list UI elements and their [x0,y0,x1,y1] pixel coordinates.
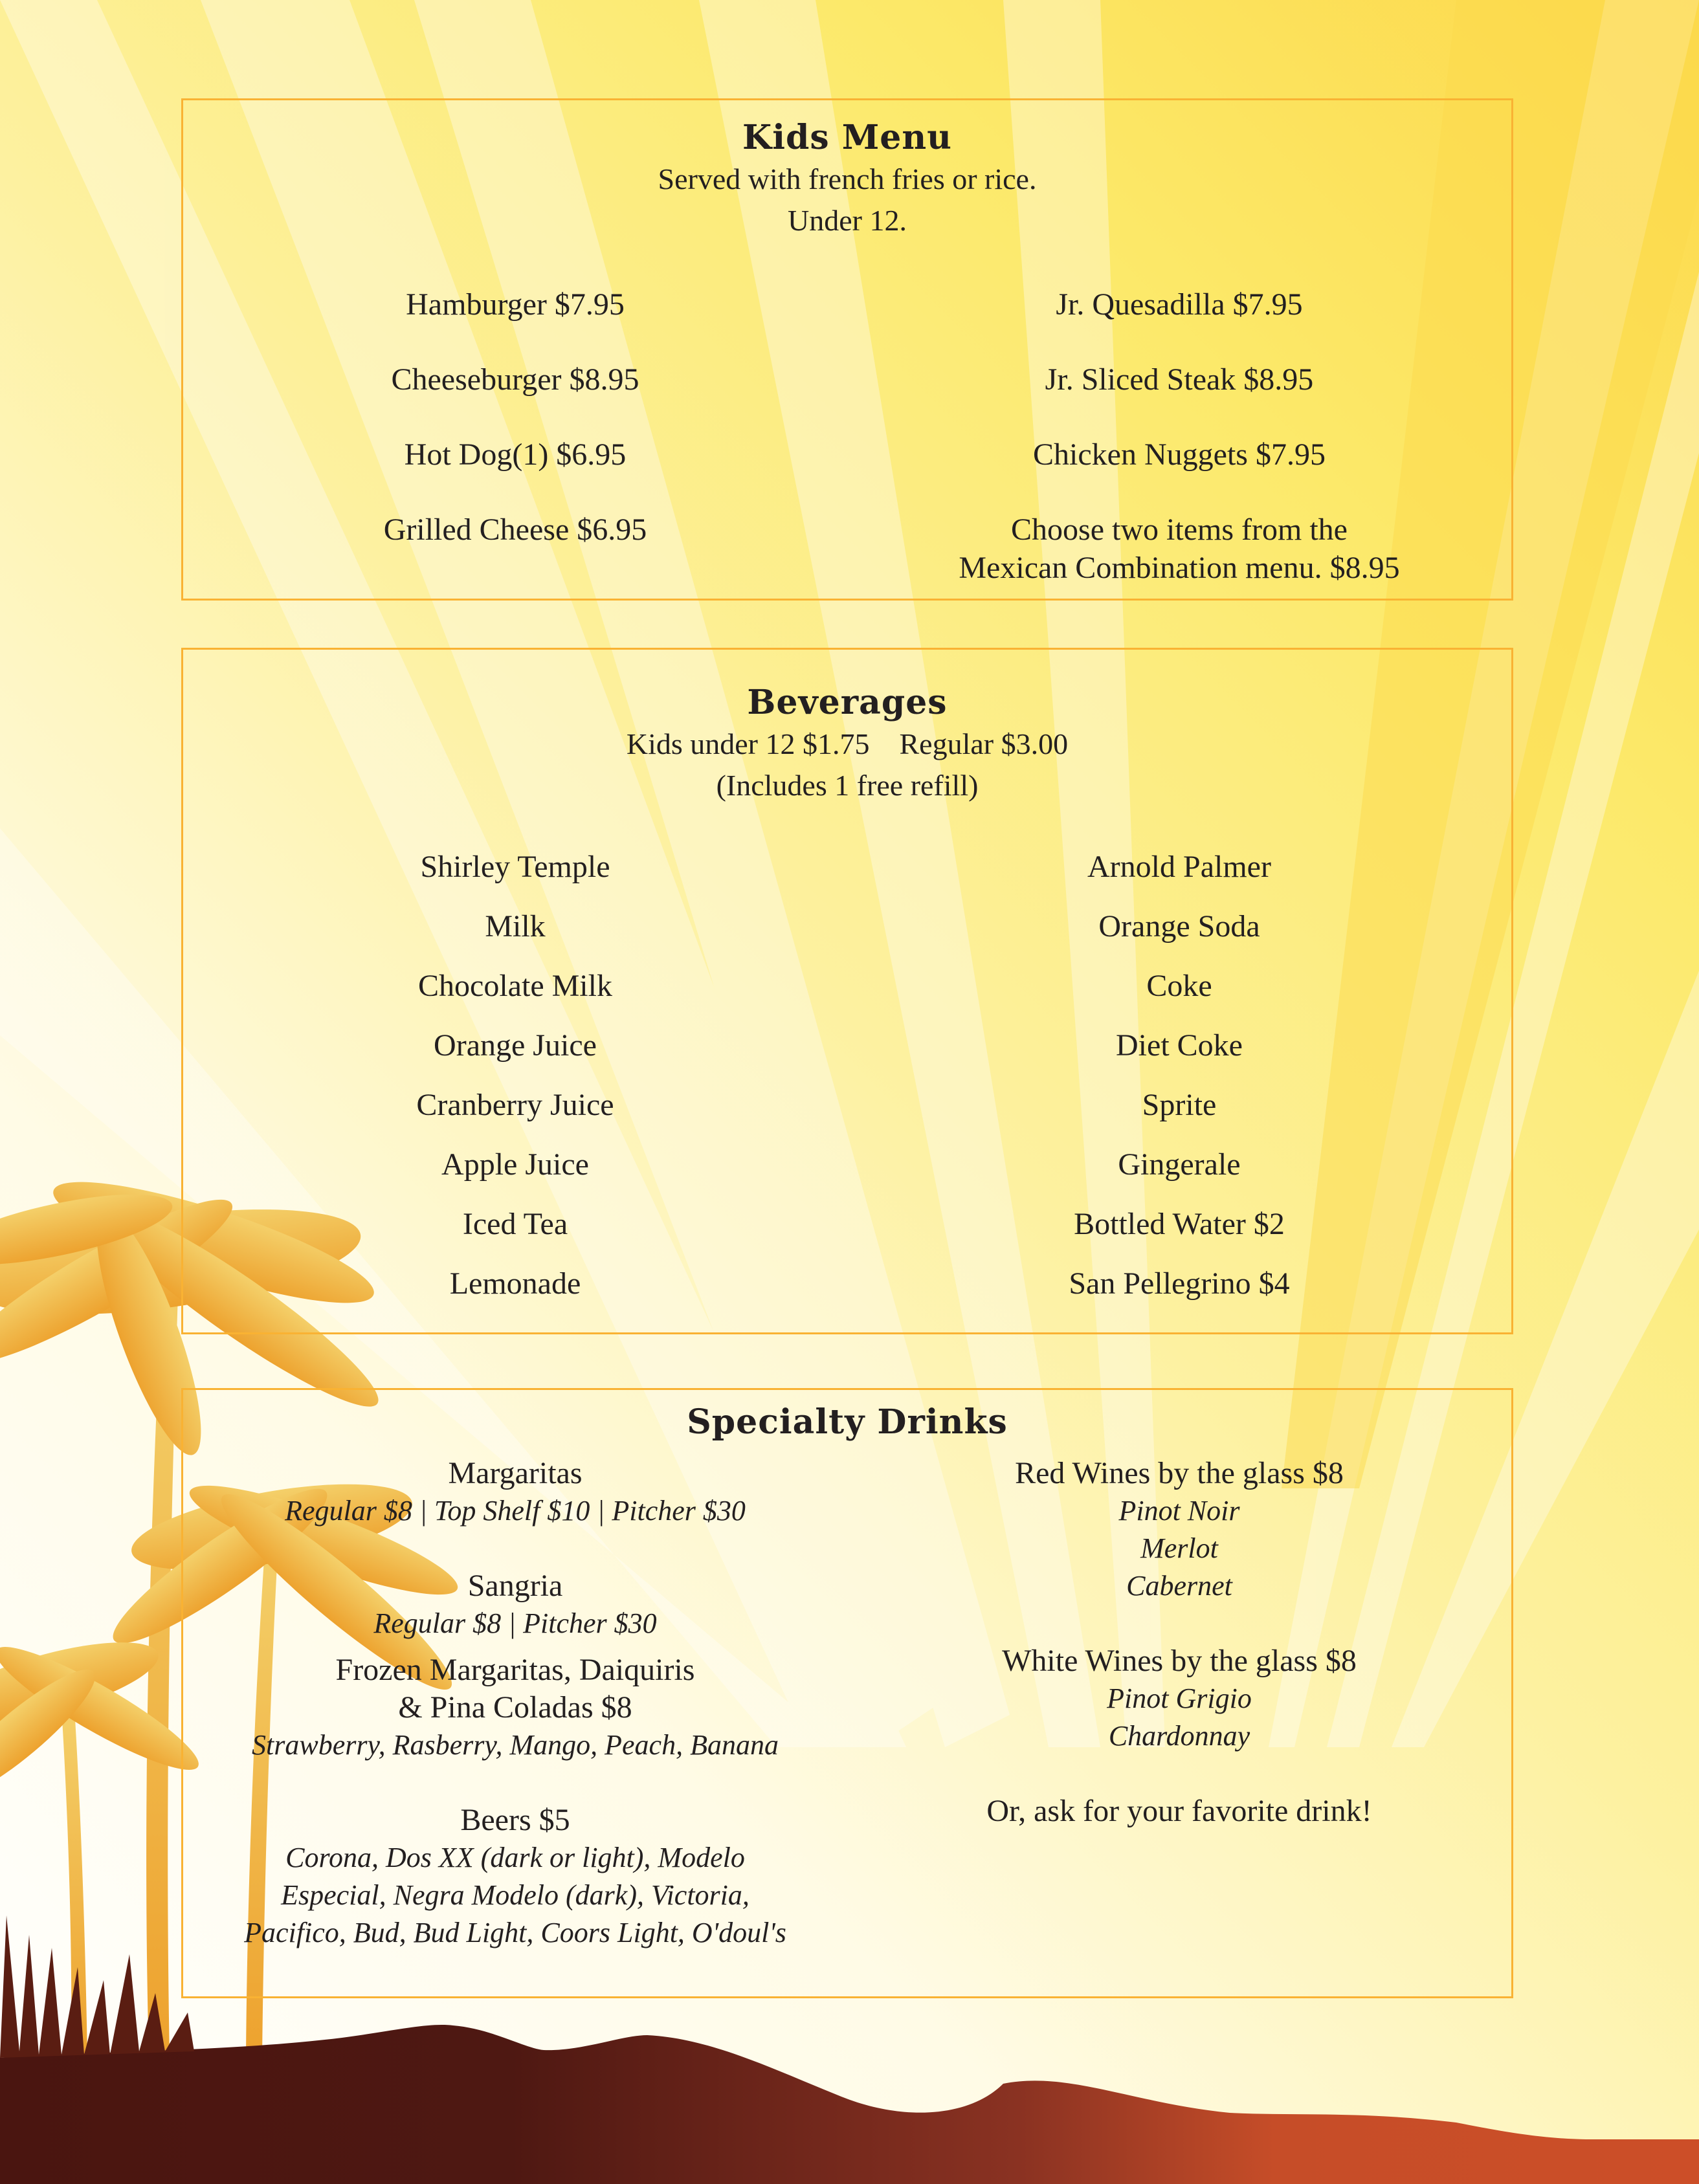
drink-heading: Sangria [467,1569,563,1603]
kids-menu-title: Kids Menu [742,118,952,157]
menu-item: Jr. Quesadilla $7.95 [1056,287,1303,322]
wine-item: Pinot Noir [1118,1495,1240,1527]
beverage-item: Shirley Temple [420,850,610,884]
specialty-drinks-title: Specialty Drinks [687,1402,1008,1442]
beverage-item: Sprite [1142,1088,1217,1122]
menu-item: Grilled Cheese $6.95 [383,513,647,547]
beverage-item: Arnold Palmer [1087,850,1271,884]
drink-details: Strawberry, Rasberry, Mango, Peach, Banana [252,1729,779,1761]
beverage-item: Coke [1146,969,1212,1003]
drink-details: Regular $8 | Pitcher $30 [373,1607,657,1639]
wine-item: Pinot Grigio [1107,1682,1252,1714]
beverage-item: Orange Juice [434,1028,597,1063]
wine-item: Merlot [1140,1532,1218,1564]
drink-details: Corona, Dos XX (dark or light), Modelo [285,1842,745,1873]
beverages-pricing: Kids under 12 $1.75 Regular $3.00 [626,727,1069,760]
kids-menu-subtitle: Served with french fries or rice. [658,162,1037,195]
menu-item: Hamburger $7.95 [406,287,625,322]
drink-heading: Margaritas [448,1456,583,1490]
beverage-item: Bottled Water $2 [1074,1207,1285,1241]
closing-note: Or, ask for your favorite drink! [986,1794,1372,1828]
beverages-title: Beverages [747,683,948,722]
kids-menu-age-note: Under 12. [788,204,907,237]
drink-heading: Red Wines by the glass $8 [1015,1456,1344,1490]
beverages-refill-note: (Includes 1 free refill) [716,769,979,802]
beverage-item: Iced Tea [462,1207,568,1241]
drink-details: Regular $8 | Top Shelf $10 | Pitcher $30 [285,1495,746,1527]
menu-item: Chicken Nuggets $7.95 [1033,437,1326,472]
drink-details: Especial, Negra Modelo (dark), Victoria, [281,1879,750,1911]
wine-item: Chardonnay [1108,1720,1250,1752]
menu-item: Jr. Sliced Steak $8.95 [1045,362,1314,397]
beverage-item: Diet Coke [1116,1028,1243,1063]
drink-heading-line2: & Pina Coladas $8 [398,1690,632,1725]
beverage-item: Apple Juice [441,1147,589,1182]
beverage-item: Milk [485,909,546,943]
beverage-item: Orange Soda [1098,909,1260,943]
beverage-item: San Pellegrino $4 [1069,1266,1290,1301]
menu-item: Cheeseburger $8.95 [391,362,639,397]
drink-heading: Frozen Margaritas, Daiquiris [335,1653,695,1687]
menu-item-combo-line1: Choose two items from the [1011,513,1348,547]
drink-details: Pacifico, Bud, Bud Light, Coors Light, O'doul's [244,1917,786,1948]
beverage-item: Cranberry Juice [416,1088,614,1122]
drink-heading: White Wines by the glass $8 [1002,1644,1357,1678]
beverage-item: Lemonade [449,1266,581,1301]
menu-item-combo-line2: Mexican Combination menu. $8.95 [959,551,1400,585]
beverage-item: Chocolate Milk [418,969,612,1003]
menu-item: Hot Dog(1) $6.95 [404,437,627,472]
drink-heading: Beers $5 [460,1803,570,1837]
beverage-item: Gingerale [1118,1147,1241,1182]
wine-item: Cabernet [1126,1570,1232,1602]
